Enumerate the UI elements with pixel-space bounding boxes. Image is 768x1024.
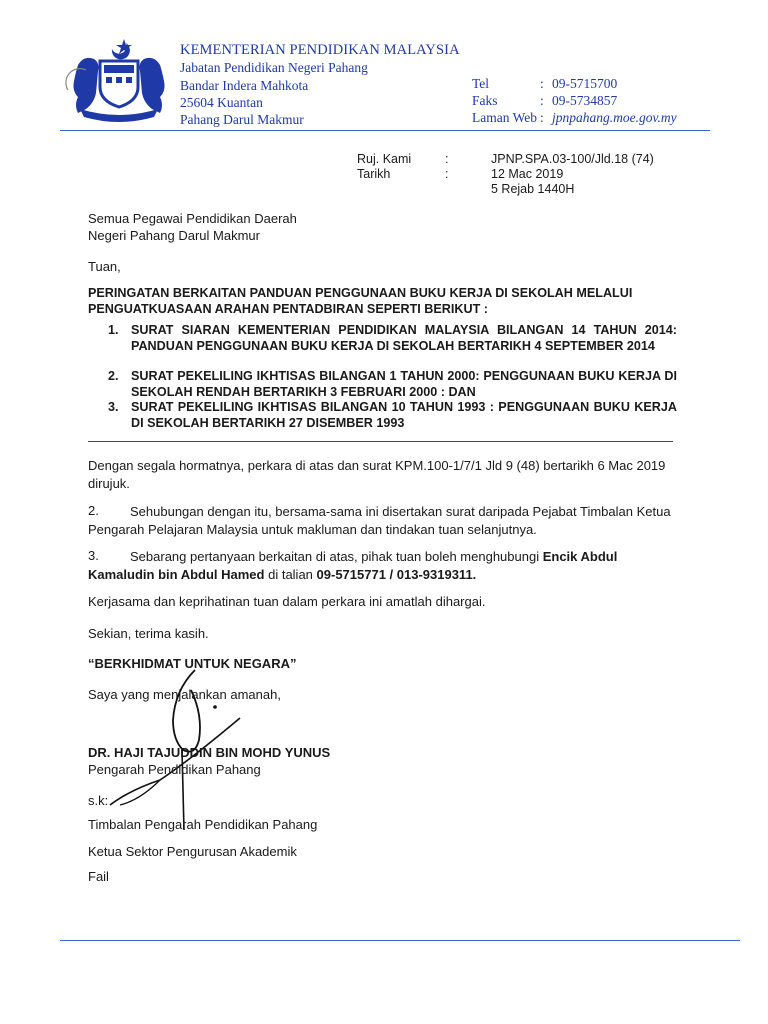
paragraph-3-text: Sebarang pertanyaan berkaitan di atas, pihak tuan boleh menghubungi	[130, 549, 543, 564]
opening-paragraph: Dengan segala hormatnya, perkara di atas dan surat KPM.100-1/7/1 Jld 9 (48) bertarikh 6 Mac 2019 dirujuk.	[88, 458, 666, 491]
salutation: Tuan,	[88, 259, 121, 274]
subject-item-number: 1.	[108, 323, 119, 337]
tel-value: 09-5715700	[552, 76, 618, 91]
subject-heading: PERINGATAN BERKAITAN PANDUAN PENGGUNAAN BUKU KERJA DI SEKOLAH MELALUI PENGUATKUASAAN ARAHAN PENTADBIRAN SEPERTI BERIKUT :	[88, 286, 633, 316]
ref-colon: :	[445, 152, 449, 166]
paragraph-2: Sehubungan dengan itu, bersama-sama ini disertakan surat daripada Pejabat Timbalan Ketua Pengarah Pelajaran Malaysia untuk makluman dan tindakan tuan selanjutnya.	[88, 504, 671, 537]
coat-of-arms-logo	[60, 35, 178, 125]
web-label: Laman Web	[472, 110, 538, 125]
contact-phone: 09-5715771 / 013-9319311.	[316, 566, 477, 582]
subject-item-text: SURAT PEKELILING IKHTISAS BILANGAN 10 TAHUN 1993 : PENGGUNAAN BUKU KERJA DI SEKOLAH BERTARIKH 27 DISEMBER 1993	[131, 400, 677, 430]
contact-colon: :	[540, 76, 544, 91]
amanah-line: Saya yang menjalankan amanah,	[88, 687, 281, 702]
paragraph-number: 2.	[88, 503, 99, 518]
footer-rule	[60, 940, 740, 941]
ref-colon: :	[445, 167, 449, 181]
fax-value: 09-5734857	[552, 93, 618, 108]
tarikh-label: Tarikh	[357, 167, 391, 181]
fax-label: Faks	[472, 93, 498, 108]
recipient-line: Negeri Pahang Darul Makmur	[88, 228, 260, 243]
paragraph-number: 3.	[88, 548, 99, 563]
contact-person-name: Encik Abdul Kamaludin bin Abdul Hamed	[88, 549, 618, 582]
hijri-date: 5 Rejab 1440H	[491, 182, 575, 196]
address-line: 25604 Kuantan	[180, 95, 263, 110]
subject-item-number: 2.	[108, 369, 119, 383]
contact-colon: :	[540, 110, 544, 125]
ruj-label: Ruj. Kami	[357, 152, 412, 166]
web-value: jpnpahang.moe.gov.my	[552, 110, 677, 125]
closing-line: Sekian, terima kasih.	[88, 626, 209, 641]
tel-label: Tel	[472, 76, 490, 91]
cc-item: Fail	[88, 869, 109, 884]
subject-item-text: SURAT SIARAN KEMENTERIAN PENDIDIKAN MALAYSIA BILANGAN 14 TAHUN 2014: PANDUAN PENGGUNAAN BUKU KERJA DI SEKOLAH BERTARIKH 4 SEPTEMBER 2014	[131, 323, 677, 353]
ruj-value: JPNP.SPA.03-100/Jld.18 (74)	[491, 152, 654, 166]
subject-item-number: 3.	[108, 400, 119, 414]
signatory-name: DR. HAJI TAJUDDIN BIN MOHD YUNUS	[88, 745, 331, 760]
signatory-title: Pengarah Pendidikan Pahang	[88, 762, 261, 777]
motto: “BERKHIDMAT UNTUK NEGARA”	[88, 656, 297, 671]
closing-line: Kerjasama dan keprihatinan tuan dalam perkara ini amatlah dihargai.	[88, 594, 486, 609]
subject-divider	[88, 441, 673, 442]
subject-item-text: SURAT PEKELILING IKHTISAS BILANGAN 1 TAHUN 2000: PENGGUNAAN BUKU KERJA DI SEKOLAH RENDAH BERTARIKH 3 FEBRUARI 2000 : DAN	[131, 369, 677, 399]
letterhead-rule	[60, 130, 710, 131]
paragraph-3-text: di talian	[264, 566, 317, 582]
paragraph-3	[88, 548, 678, 583]
address-line: Pahang Darul Makmur	[180, 112, 304, 127]
address-line: Bandar Indera Mahkota	[180, 78, 309, 93]
tarikh-value: 12 Mac 2019	[491, 167, 564, 181]
cc-item: Ketua Sektor Pengurusan Akademik	[88, 844, 297, 859]
recipient-line: Semua Pegawai Pendidikan Daerah	[88, 211, 297, 226]
handwritten-signature	[100, 640, 260, 840]
contact-colon: :	[540, 93, 544, 108]
sk-label: s.k:	[88, 793, 109, 808]
cc-item: Timbalan Pengarah Pendidikan Pahang	[88, 817, 318, 832]
ministry-name: KEMENTERIAN PENDIDIKAN MALAYSIA	[180, 42, 460, 58]
address-line: Jabatan Pendidikan Negeri Pahang	[180, 60, 368, 75]
